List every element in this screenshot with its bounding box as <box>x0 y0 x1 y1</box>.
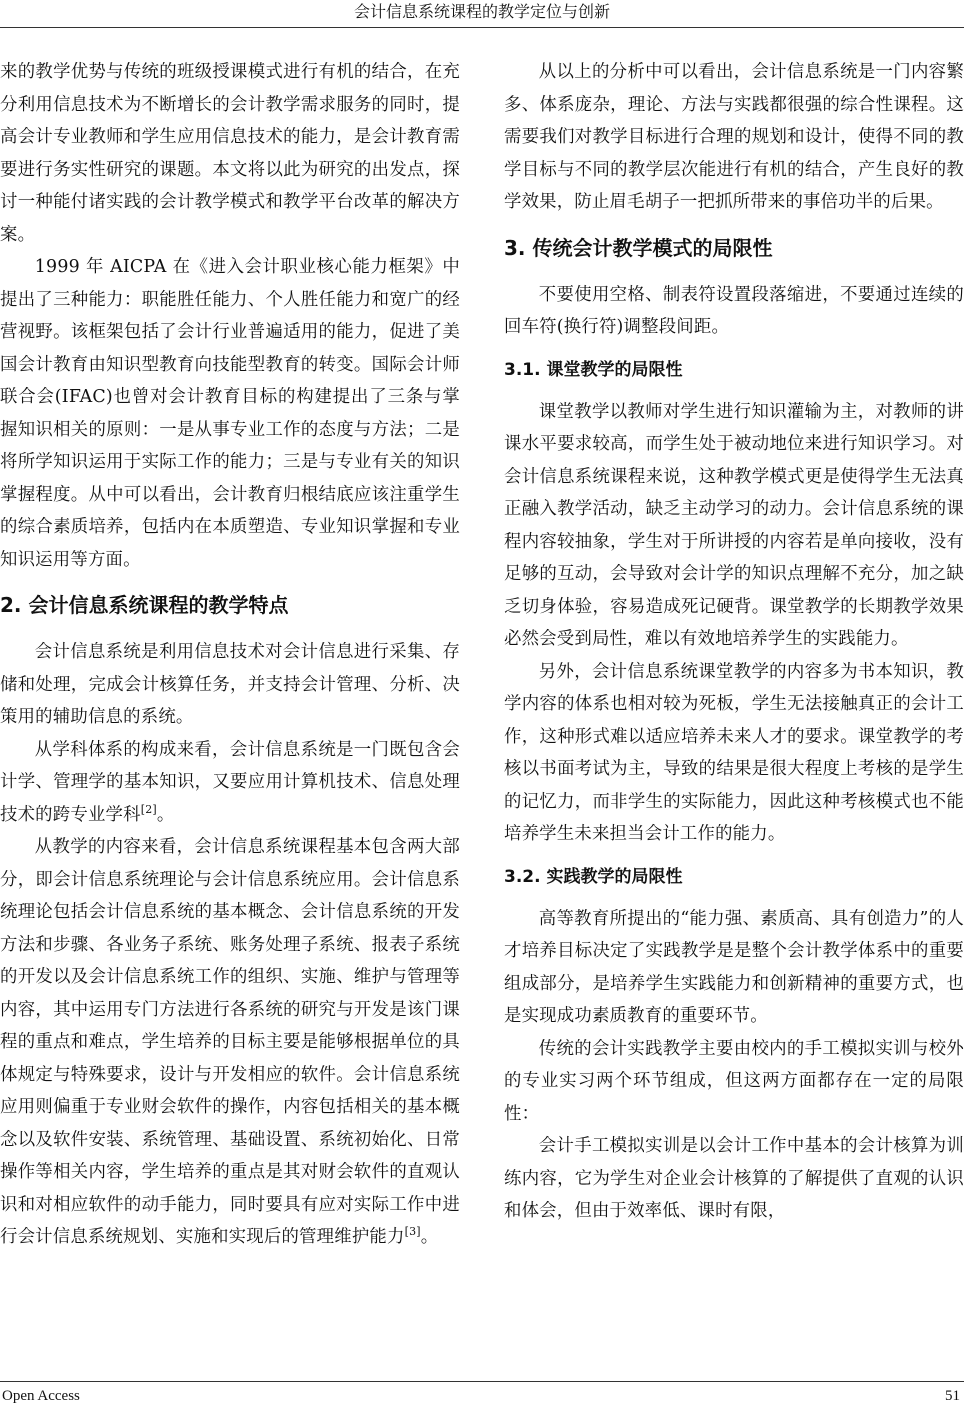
paragraph-text: 从学科体系的构成来看，会计信息系统是一门既包含会计学、管理学的基本知识，又要应用计算机技术、信息处理技术的跨专业学科 <box>0 739 460 825</box>
paragraph: 来的教学优势与传统的班级授课模式进行有机的结合，在充分利用信息技术为不断增长的会计教学需求服务的同时，提高会计专业教师和学生应用信息技术的能力，是会计教育需要进行务实性研究的课题。本文将以此为研究的出发点，探讨一种能付诸实践的会计教学模式和教学平台改革的解决方案。 <box>0 62 460 245</box>
paragraph: 1999 年 AICPA 在《进入会计职业核心能力框架》中提出了三种能力：职能胜任能力、个人胜任能力和宽广的经营视野。该框架包括了会计行业普遍适用的能力，促进了美国会计教育由知识型教育向技能型教育的转变。国际会计师联合会(IFAC)也曾对会计教育目标的构建提出了三条与掌握知识相关的原则：一是从事专业工作的态度与方法；二是将所学知识运用于实际工作的能力；三是与专业有关的知识掌握程度。从中可以看出，会计教育归根结底应该注重学生的综合素质培养，包括内在本质塑造、专业知识掌握和专业知识运用等方面。 <box>0 257 460 570</box>
paragraph: 高等教育所提出的“能力强、素质高、具有创造力”的人才培养目标决定了实践教学是是整个会计教学体系中的重要组成部分，是培养学生实践能力和创新精神的重要方式，也是实现成功素质教育的重要环节。 <box>504 908 964 1026</box>
paragraph-with-citation <box>0 831 460 1254</box>
paragraph-end: 。 <box>420 1227 439 1247</box>
paragraph: 传统的会计实践教学主要由校内的手工模拟实训与校外的专业实习两个环节组成，但这两方面都存在一定的局限性： <box>504 1038 964 1124</box>
citation-ref[interactable]: [2] <box>140 802 157 816</box>
right-column <box>504 56 964 1228</box>
page-number: 51 <box>945 1388 960 1404</box>
running-header: 会计信息系统课程的教学定位与创新 <box>353 2 610 21</box>
paragraph: 不要使用空格、制表符设置段落缩进，不要通过连续的回车符(换行符)调整段间距。 <box>504 284 964 337</box>
paragraph: 从以上的分析中可以看出，会计信息系统是一门内容繁多、体系庞杂，理论、方法与实践都很强的综合性课程。这需要我们对教学目标进行合理的规划和设计，使得不同的教学目标与不同的教学层次能进行有机的结合，产生良好的教学效果，防止眉毛胡子一把抓所带来的事倍功半的后果。 <box>504 62 964 212</box>
footer-rule <box>0 1381 964 1382</box>
header-rule <box>0 27 964 28</box>
section-heading: 3. 传统会计教学模式的局限性 <box>504 235 773 260</box>
paragraph: 另外，会计信息系统课堂教学的内容多为书本知识，教学内容的体系也相对较为死板，学生无法接触真正的会计工作，这种形式难以适应培养未来人才的要求。课堂教学的考核以书面考试为主，导致的结果是很大程度上考核的是学生的记忆力，而非学生的实际能力，因此这种考核模式也不能培养学生未来担当会计工作的能力。 <box>504 661 964 844</box>
section-heading: 2. 会计信息系统课程的教学特点 <box>0 593 289 617</box>
paragraph: 课堂教学以教师对学生进行知识灌输为主，对教师的讲课水平要求较高，而学生处于被动地位来进行知识学习。对会计信息系统课程来说，这种教学模式更是使得学生无法真正融入教学活动，缺乏主动学习的动力。会计信息系统的课程内容较抽象，学生对于所讲授的内容若是单向接收，没有足够的互动，会导致对会计学的知识点理解不充分，加之缺乏切身体验，容易造成死记硬背。课堂教学的长期教学效果必然会受到局性，难以有效地培养学生的实践能力。 <box>504 401 964 649</box>
paragraph: 会计手工模拟实训是以会计工作中基本的会计核算为训练内容，它为学生对企业会计核算的了解提供了直观的认识和体会，但由于效率低、课时有限， <box>504 1136 964 1221</box>
subsection-heading: 3.2. 实践教学的局限性 <box>504 866 683 887</box>
paragraph: 会计信息系统是利用信息技术对会计信息进行采集、存储和处理，完成会计核算任务，并支持会计管理、分析、决策用的辅助信息的系统。 <box>0 642 460 727</box>
left-column <box>0 56 460 1254</box>
subsection-heading: 3.1. 课堂教学的局限性 <box>504 359 683 380</box>
footer-journal: Open Access <box>2 1388 80 1404</box>
paragraph-end: 。 <box>156 804 175 825</box>
paragraph-text: 从教学的内容来看，会计信息系统课程基本包含两大部分，即会计信息系统理论与会计信息系统应用。会计信息系统理论包括会计信息系统的基本概念、会计信息系统的开发方法和步骤、各业务子系统、账务处理子系统、报表子系统的开发以及会计信息系统工作的组织、实施、维护与管理等内容，其中运用专门方法进行各系统的研究与开发是该门课程的重点和难点，学生培养的目标主要是能够根据单位的具体规定与特殊要求，设计与开发相应的软件。会计信息系统应用则偏重于专业财会软件的操作，内容包括相关的基本概念以及软件安装、系统管理、基础设置、系统初始化、日常操作等相关内容，学生培养的重点是其对财会软件的直观认识和对相应软件的动手能力，同时要具有应对实际工作中进行会计信息系统规划、实施和实现后的管理维护能力 <box>0 837 460 1247</box>
citation-ref[interactable]: [3] <box>404 1225 421 1239</box>
paragraph-with-citation <box>0 734 460 832</box>
